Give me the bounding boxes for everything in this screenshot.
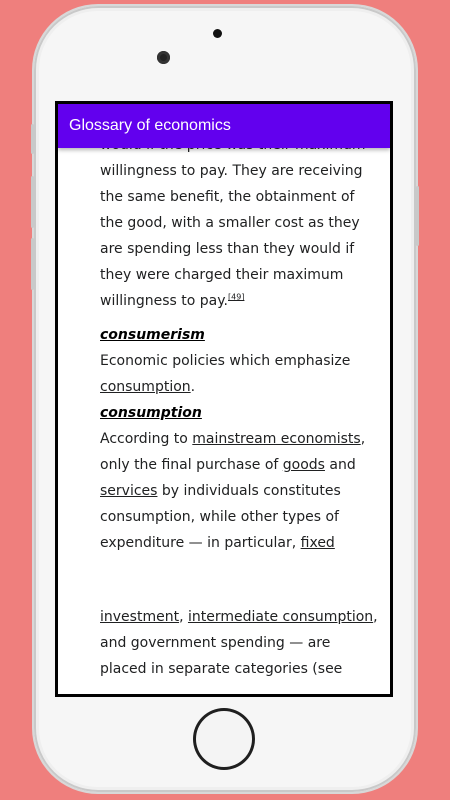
definition-text: only the final purchase of — [100, 457, 283, 473]
home-button[interactable] — [193, 708, 255, 770]
definition-text: According to — [100, 431, 193, 447]
text-line: are spending less than they would if — [100, 241, 355, 257]
term-consumption[interactable]: consumption — [100, 405, 202, 421]
text-line: willingness to pay. — [100, 293, 229, 309]
definition-text: Economic policies which emphasize — [100, 353, 351, 369]
layout-gap — [100, 556, 380, 604]
earpiece-speaker — [213, 29, 222, 38]
link-consumption[interactable]: consumption — [100, 379, 191, 395]
text-line: the same benefit, the obtainment of — [100, 189, 355, 205]
punctuation: , — [373, 609, 378, 625]
link-fixed-investment[interactable]: fixed — [300, 535, 335, 551]
definition-text: placed in separate categories (see — [100, 661, 343, 677]
link-intermediate-consumption[interactable]: intermediate consumption — [187, 609, 374, 625]
punctuation: , — [179, 609, 188, 625]
text-line: they were charged their maximum — [100, 267, 344, 283]
citation-link-49[interactable]: [49] — [228, 292, 245, 302]
term-consumerism[interactable]: consumerism — [100, 327, 205, 343]
paragraph-willingness — [100, 132, 380, 314]
link-services[interactable]: services — [100, 483, 158, 499]
link-investment[interactable]: investment — [100, 609, 180, 625]
punctuation: , — [360, 431, 366, 447]
app-bar — [58, 104, 390, 148]
definition-consumption — [100, 426, 380, 556]
punctuation: . — [190, 379, 196, 395]
definition-consumerism — [100, 348, 380, 400]
definition-text: and — [324, 457, 356, 473]
front-camera — [157, 51, 170, 64]
app-title: Glossary of economics — [69, 117, 231, 134]
text-line: the good, with a smaller cost as they — [100, 215, 360, 231]
power-button — [416, 186, 419, 246]
link-goods[interactable]: goods — [282, 457, 325, 473]
definition-consumption-continued — [100, 604, 380, 682]
article-content[interactable] — [100, 132, 380, 682]
definition-text: by individuals constitutes — [157, 483, 341, 499]
phone-screen — [55, 101, 393, 697]
definition-text: expenditure — in particular, — [100, 535, 301, 551]
volume-up-button — [31, 176, 34, 228]
volume-down-button — [31, 238, 34, 290]
text-line: willingness to pay. They are receiving — [100, 163, 363, 179]
mute-switch — [31, 124, 34, 154]
app-window — [58, 104, 390, 694]
definition-text: and government spending — are — [100, 635, 331, 651]
definition-text: consumption, while other types of — [100, 509, 339, 525]
link-mainstream-economists[interactable]: mainstream economists — [192, 431, 361, 447]
